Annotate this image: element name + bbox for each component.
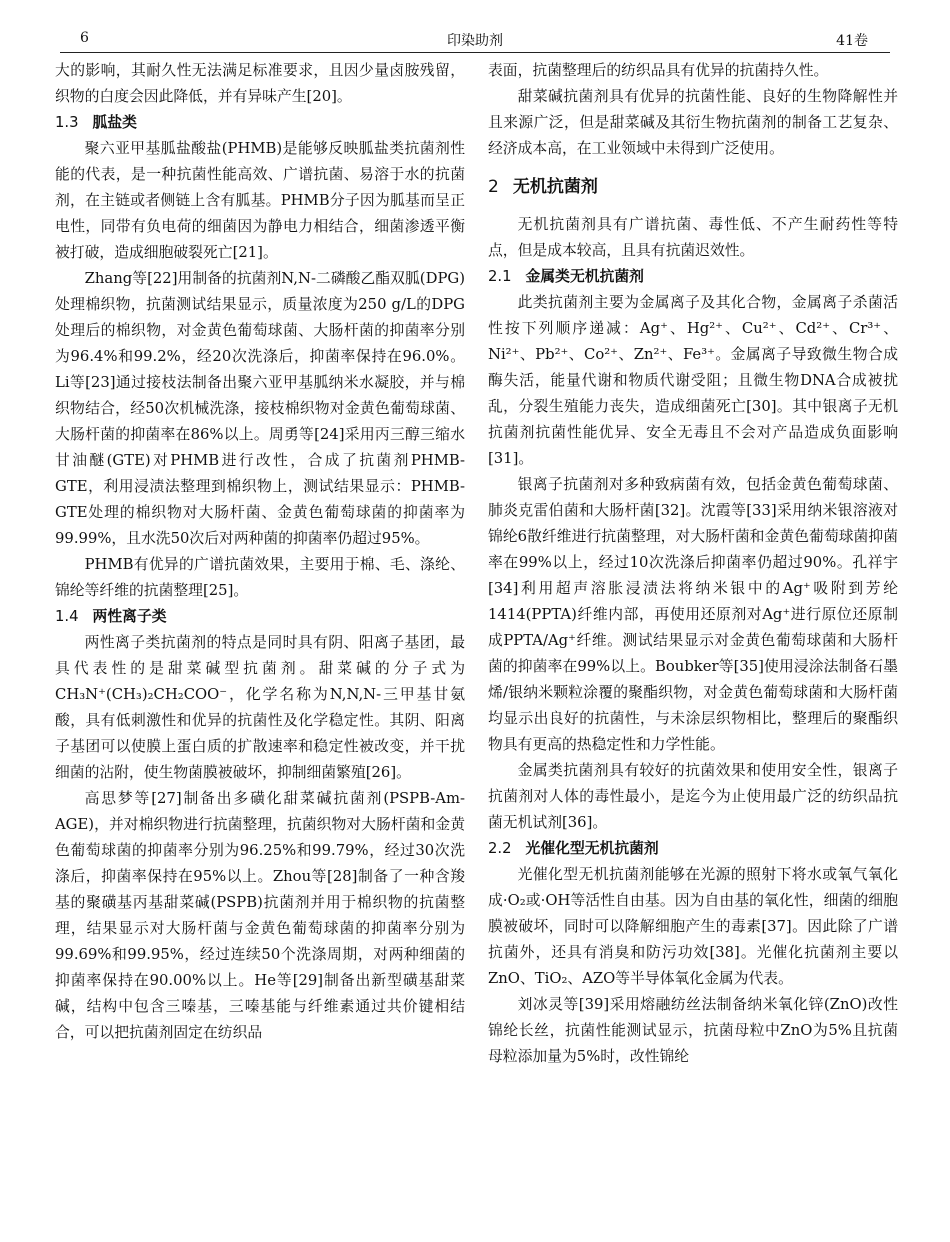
paragraph: 高思梦等[27]制备出多磺化甜菜碱抗菌剂(PSPB-Am-AGE)，并对棉织物进行抗菌整理，抗菌织物对大肠杆菌和金黄色葡萄球菌的抑菌率分别为96.25%和99.79%，经过30次洗涤后，抑菌率保持在95%以上。Zhou等[28]制备了一种含羧基的聚磺基丙基甜菜碱(PSPB)抗菌剂并用于棉织物的抗菌整理，结果显示对大肠杆菌与金黄色葡萄球菌的抑菌率分别为99.69%和99.95%，经过连续50个洗涤周期，对两种细菌的抑菌率保持在90.00%以上。He等[29]制备出新型磺基甜菜碱，结构中包含三嗪基，三嗪基能与纤维素通过共价键相结合，可以把抗菌剂固定在纺织品 xyxy=(55,790,465,1041)
paragraph: 甜菜碱抗菌剂具有优异的抗菌性能、良好的生物降解性并且来源广泛，但是甜菜碱及其衍生物抗菌剂的制备工艺复杂、经济成本高，在工业领域中未得到广泛使用。 xyxy=(488,88,898,157)
page-number: 6 xyxy=(80,30,89,46)
section-title: 胍盐类 xyxy=(92,114,137,131)
paragraph: Zhang等[22]用制备的抗菌剂N,N-二磷酸乙酯双胍(DPG)处理棉织物，抗菌测试结果显示，质量浓度为250 g/L的DPG处理后的棉织物，对金黄色葡萄球菌、大肠杆菌的抑菌率分别为96.4%和99.2%，经20次洗涤后，抑菌率保持在96.0%。Li等[23]通过接枝法制备出聚六亚甲基胍纳米水凝胶，并与棉织物结合，经50次机械洗涤，接枝棉织物对金黄色葡萄球菌、大肠杆菌的抑菌率在86%以上。周勇等[24]采用丙三醇三缩水甘油醚(GTE)对PHMB进行改性，合成了抗菌剂PHMB-GTE，利用浸渍法整理到棉织物上，测试结果显示：PHMB-GTE处理的棉织物对大肠杆菌、金黄色葡萄球菌的抑菌率为99.99%，且水洗50次后对两种菌的抑菌率仍超过95%。 xyxy=(55,270,465,547)
paragraph: 银离子抗菌剂对多种致病菌有效，包括金黄色葡萄球菌、肺炎克雷伯菌和大肠杆菌[32]。沈霞等[33]采用纳米银溶液对锦纶6散纤维进行抗菌整理，对大肠杆菌和金黄色葡萄球菌抑菌率在99%以上，经过10次洗涤后抑菌率仍超过90%。孔祥宇[34]利用超声溶胀浸渍法将纳米银中的Ag⁺吸附到芳纶1414(PPTA)纤维内部，再使用还原剂对Ag⁺进行原位还原制成PPTA/Ag⁺纤维。测试结果显示对金黄色葡萄球菌和大肠杆菌的抑菌率在99%以上。Boubker等[35]使用浸涂法制备石墨烯/银纳米颗粒涂覆的聚酯织物，对金黄色葡萄球菌和大肠杆菌均显示出良好的抗菌性，与未涂层织物相比，整理后的聚酯织物具有更高的热稳定性和力学性能。 xyxy=(488,476,898,753)
section-title: 金属类无机抗菌剂 xyxy=(525,268,644,285)
section-heading-1-3 xyxy=(55,110,465,136)
section-heading-2-1 xyxy=(488,264,898,290)
right-column xyxy=(488,58,898,1070)
journal-title: 印染助剂 xyxy=(447,33,503,49)
section-title: 光催化型无机抗菌剂 xyxy=(525,840,659,857)
volume-label: 41卷 xyxy=(836,33,868,49)
section-heading-2 xyxy=(488,172,898,202)
section-heading-1-4 xyxy=(55,604,465,630)
paragraph: 两性离子类抗菌剂的特点是同时具有阴、阳离子基团，最具代表性的是甜菜碱型抗菌剂。甜菜碱的分子式为CH₃N⁺(CH₃)₂CH₂COO⁻，化学名称为N,N,N-三甲基甘氨酸，具有低刺激性和优异的抗菌性及化学稳定性。其阴、阳离子基团可以使膜上蛋白质的扩散速率和稳定性被改变，并干扰细菌的沾附，使生物菌膜被破坏，抑制细菌繁殖[26]。 xyxy=(55,634,465,781)
paragraph: 刘冰灵等[39]采用熔融纺丝法制备纳米氧化锌(ZnO)改性锦纶长丝，抗菌性能测试显示，抗菌母粒中ZnO为5%且抗菌母粒添加量为5%时，改性锦纶 xyxy=(488,996,898,1065)
section-number: 2 xyxy=(488,177,499,197)
paragraph: 无机抗菌剂具有广谱抗菌、毒性低、不产生耐药性等特点，但是成本较高，且具有抗菌迟效性。 xyxy=(488,216,898,259)
paragraph: 此类抗菌剂主要为金属离子及其化合物，金属离子杀菌活性按下列顺序递减：Ag⁺、Hg²⁺、Cu²⁺、Cd²⁺、Cr³⁺、Ni²⁺、Pb²⁺、Co²⁺、Zn²⁺、Fe³⁺。金属离子导致微生物合成酶失活，能量代谢和物质代谢受阻；且微生物DNA合成被扰乱，分裂生殖能力丧失，造成细菌死亡[30]。其中银离子无机抗菌剂抗菌性能优异、安全无毒且不会对产品造成负面影响[31]。 xyxy=(488,294,898,467)
paragraph: 表面，抗菌整理后的纺织品具有优异的抗菌持久性。 xyxy=(488,62,829,79)
section-number: 1.4 xyxy=(55,608,79,625)
left-column xyxy=(55,58,465,1046)
section-heading-2-2 xyxy=(488,836,898,862)
paragraph: 光催化型无机抗菌剂能够在光源的照射下将水或氧气氧化成·O₂或·OH等活性自由基。因为自由基的氧化性，细菌的细胞膜被破坏，同时可以降解细胞产生的毒素[37]。因此除了广谱抗菌外，还具有消臭和防污功效[38]。光催化抗菌剂主要以ZnO、TiO₂、AZO等半导体氧化金属为代表。 xyxy=(488,866,898,987)
section-title: 无机抗菌剂 xyxy=(512,177,598,197)
section-title: 两性离子类 xyxy=(92,608,167,625)
paragraph: 金属类抗菌剂具有较好的抗菌效果和使用安全性，银离子抗菌剂对人体的毒性最小，是迄今为止使用最广泛的纺织品抗菌无机试剂[36]。 xyxy=(488,762,898,831)
page-header xyxy=(60,30,890,53)
section-number: 2.1 xyxy=(488,268,512,285)
section-number: 2.2 xyxy=(488,840,512,857)
section-number: 1.3 xyxy=(55,114,79,131)
paragraph: 聚六亚甲基胍盐酸盐(PHMB)是能够反映胍盐类抗菌剂性能的代表，是一种抗菌性能高效、广谱抗菌、易溶于水的抗菌剂，在主链或者侧链上含有胍基。PHMB分子因为胍基而呈正电性，同带有负电荷的细菌因为静电力相结合，细菌渗透平衡被打破，造成细胞破裂死亡[21]。 xyxy=(55,140,465,261)
paragraph: PHMB有优异的广谱抗菌效果，主要用于棉、毛、涤纶、锦纶等纤维的抗菌整理[25]。 xyxy=(55,556,465,599)
paragraph: 大的影响，其耐久性无法满足标准要求，且因少量卤胺残留，织物的白度会因此降低，并有异味产生[20]。 xyxy=(55,62,465,105)
